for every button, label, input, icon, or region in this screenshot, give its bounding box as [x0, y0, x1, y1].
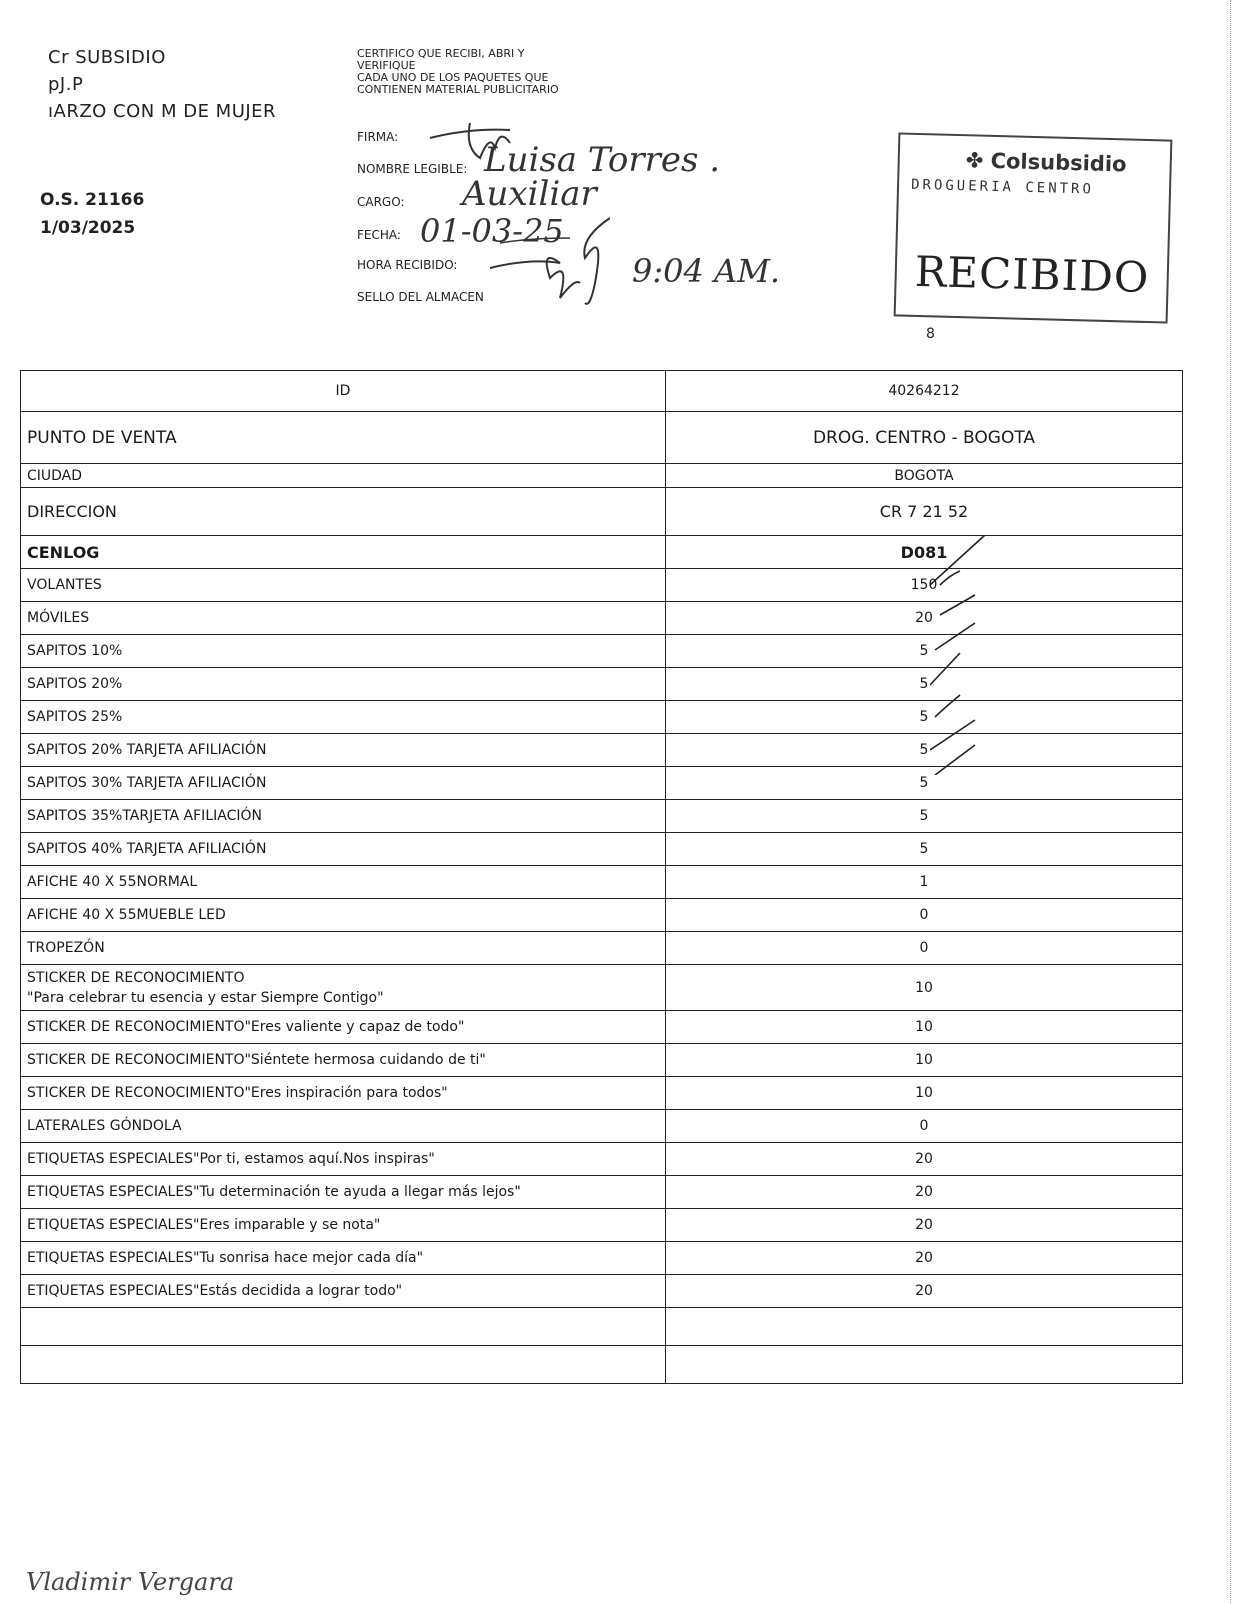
row-value: 20	[666, 1143, 1183, 1176]
order-info	[40, 186, 144, 242]
fecha-label: FECHA:	[357, 228, 401, 242]
row-label: AFICHE 40 X 55NORMAL	[21, 866, 666, 899]
row-value: 5	[666, 800, 1183, 833]
table-row	[21, 899, 1183, 932]
cert-line-2: VERIFIQUE	[357, 59, 416, 72]
row-value: CR 7 21 52	[666, 488, 1183, 536]
row-label: SAPITOS 20% TARJETA AFILIACIÓN	[21, 734, 666, 767]
table-row	[21, 965, 1183, 1011]
hora-label: HORA RECIBIDO:	[357, 258, 458, 272]
certificate-text	[357, 48, 559, 96]
row-value: BOGOTA	[666, 464, 1183, 488]
signature-scribble	[410, 108, 610, 318]
firma-label: FIRMA:	[357, 130, 399, 144]
cert-line-1: CERTIFICO QUE RECIBI, ABRI Y	[357, 47, 525, 60]
row-value: DROG. CENTRO - BOGOTA	[666, 412, 1183, 464]
os-number: O.S. 21166	[40, 190, 145, 210]
nombre-value: Luisa Torres .	[484, 140, 721, 180]
row-value: 20	[666, 1176, 1183, 1209]
sello-label: SELLO DEL ALMACEN	[357, 290, 484, 304]
row-label: DIRECCION	[21, 488, 666, 536]
row-label: SAPITOS 20%	[21, 668, 666, 701]
row-label: MÓVILES	[21, 602, 666, 635]
row-label: ETIQUETAS ESPECIALES"Estás decidida a lograr todo"	[21, 1275, 666, 1308]
row-value: 5	[666, 734, 1183, 767]
row-label: SAPITOS 35%TARJETA AFILIACIÓN	[21, 800, 666, 833]
check-mark-icon	[935, 623, 975, 650]
header-line-3: ıARZO CON M DE MUJER	[48, 101, 277, 122]
check-mark-icon	[930, 535, 985, 585]
row-label: CENLOG	[21, 536, 666, 569]
stamp-status: RECIBIDO	[914, 246, 1150, 303]
row-label-line-2: "Para celebrar tu esencia y estar Siempre Contigo"	[27, 989, 384, 1006]
footer-signature: Vladimir Vergara	[26, 1568, 235, 1596]
row-value: 10	[666, 1077, 1183, 1110]
row-label: STICKER DE RECONOCIMIENTO"Siéntete hermosa cuidando de ti"	[21, 1044, 666, 1077]
scan-edge	[1230, 0, 1233, 1604]
row-value: 10	[666, 965, 1183, 1011]
table-row	[21, 1143, 1183, 1176]
row-value: 40264212	[666, 371, 1183, 412]
header-line-2: pJ.P	[48, 74, 84, 95]
row-value: 0	[666, 932, 1183, 965]
table-row	[21, 932, 1183, 965]
table-row	[21, 1011, 1183, 1044]
row-label-line-1: STICKER DE RECONOCIMIENTO	[27, 969, 245, 986]
table-row	[21, 488, 1183, 536]
row-label: LATERALES GÓNDOLA	[21, 1110, 666, 1143]
row-label: TROPEZÓN	[21, 932, 666, 965]
check-marks	[930, 535, 1010, 775]
row-label: STICKER DE RECONOCIMIENTO"Eres inspiración para todos"	[21, 1077, 666, 1110]
table-row	[21, 371, 1183, 412]
check-mark-icon	[935, 745, 975, 775]
table-row	[21, 1110, 1183, 1143]
row-value: 20	[666, 602, 1183, 635]
nombre-label: NOMBRE LEGIBLE:	[357, 162, 468, 176]
table-row	[21, 866, 1183, 899]
row-value: 5	[666, 767, 1183, 800]
row-value: 5	[666, 668, 1183, 701]
row-value: 5	[666, 635, 1183, 668]
row-value: 20	[666, 1242, 1183, 1275]
row-label: SAPITOS 25%	[21, 701, 666, 734]
row-value: 150	[666, 569, 1183, 602]
table-row	[21, 1077, 1183, 1110]
check-mark-icon	[930, 653, 960, 685]
table-row-empty	[21, 1346, 1183, 1384]
header-left	[48, 44, 276, 125]
row-value: 5	[666, 833, 1183, 866]
stamp-logo-icon: ✤	[965, 148, 984, 173]
table-row	[21, 1209, 1183, 1242]
row-value: 0	[666, 1110, 1183, 1143]
table-row	[21, 1176, 1183, 1209]
row-label: PUNTO DE VENTA	[21, 412, 666, 464]
empty-cell	[666, 1308, 1183, 1346]
cargo-label: CARGO:	[357, 195, 405, 209]
table-row	[21, 1044, 1183, 1077]
cargo-value: Auxiliar	[462, 174, 597, 214]
table-row	[21, 1275, 1183, 1308]
row-value: 10	[666, 1044, 1183, 1077]
table-row	[21, 1242, 1183, 1275]
empty-cell	[666, 1346, 1183, 1384]
table-row	[21, 800, 1183, 833]
table-row-empty	[21, 1308, 1183, 1346]
page-mark: 8	[926, 326, 935, 342]
table-row	[21, 412, 1183, 464]
row-label: ETIQUETAS ESPECIALES"Eres imparable y se nota"	[21, 1209, 666, 1242]
row-value: 0	[666, 899, 1183, 932]
row-value: 5	[666, 701, 1183, 734]
check-mark-icon	[940, 595, 975, 615]
row-label: SAPITOS 10%	[21, 635, 666, 668]
row-value: 20	[666, 1209, 1183, 1242]
row-label: ID	[21, 371, 666, 412]
header-line-1: Cr SUBSIDIO	[48, 47, 166, 68]
table-row	[21, 833, 1183, 866]
row-label: STICKER DE RECONOCIMIENTO"Eres valiente y capaz de todo"	[21, 1011, 666, 1044]
empty-cell	[21, 1346, 666, 1384]
table-row	[21, 464, 1183, 488]
cert-line-4: CONTIENEN MATERIAL PUBLICITARIO	[357, 83, 559, 96]
row-label: ETIQUETAS ESPECIALES"Por ti, estamos aquí.Nos inspiras"	[21, 1143, 666, 1176]
row-value: 20	[666, 1275, 1183, 1308]
hora-value: 9:04 AM.	[632, 252, 781, 290]
empty-cell	[21, 1308, 666, 1346]
cert-line-3: CADA UNO DE LOS PAQUETES QUE	[357, 71, 549, 84]
row-label	[21, 965, 666, 1011]
delivery-table	[20, 370, 1183, 1384]
row-value: 10	[666, 1011, 1183, 1044]
row-label: AFICHE 40 X 55MUEBLE LED	[21, 899, 666, 932]
row-label: ETIQUETAS ESPECIALES"Tu sonrisa hace mejor cada día"	[21, 1242, 666, 1275]
stamp-brand	[965, 148, 1126, 176]
row-label: VOLANTES	[21, 569, 666, 602]
row-label: SAPITOS 40% TARJETA AFILIACIÓN	[21, 833, 666, 866]
row-label: CIUDAD	[21, 464, 666, 488]
received-stamp	[894, 132, 1173, 323]
row-value: D081	[666, 536, 1183, 569]
row-label: SAPITOS 30% TARJETA AFILIACIÓN	[21, 767, 666, 800]
check-mark-icon	[935, 695, 960, 717]
fecha-value: 01-03-25	[420, 212, 564, 250]
row-label: ETIQUETAS ESPECIALES"Tu determinación te ayuda a llegar más lejos"	[21, 1176, 666, 1209]
stamp-subtitle: DROGUERIA CENTRO	[910, 176, 1095, 198]
order-date: 1/03/2025	[40, 218, 136, 238]
row-value: 1	[666, 866, 1183, 899]
check-mark-icon	[930, 720, 975, 750]
stamp-brand-text: Colsubsidio	[990, 148, 1127, 177]
